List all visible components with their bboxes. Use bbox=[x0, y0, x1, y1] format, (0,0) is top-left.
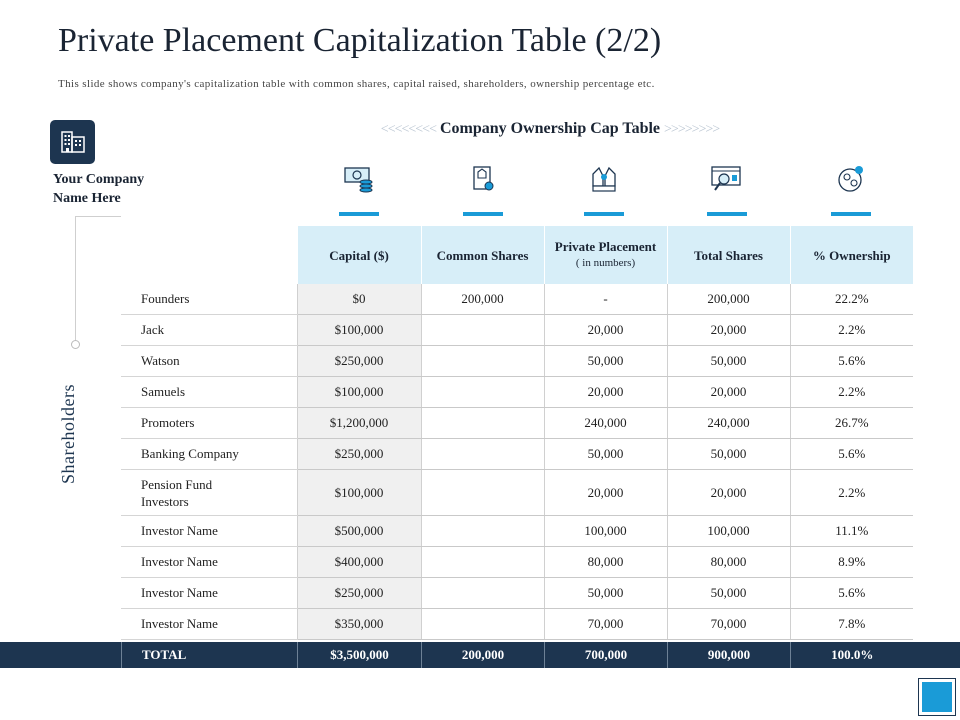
right-chevrons: >>>>>>>> bbox=[664, 122, 720, 137]
private-cell: 50,000 bbox=[544, 346, 667, 377]
total-accent-bar bbox=[707, 212, 747, 216]
ownership-cell: 26.7% bbox=[790, 408, 913, 439]
analytics-screen-icon bbox=[710, 164, 744, 198]
shareholder-name: Samuels bbox=[121, 377, 297, 408]
total-cell: 20,000 bbox=[667, 377, 790, 408]
company-logo bbox=[50, 120, 95, 164]
building-icon bbox=[59, 126, 87, 158]
common-accent-bar bbox=[463, 212, 503, 216]
ownership-cell: 2.2% bbox=[790, 377, 913, 408]
capital-cell: $100,000 bbox=[297, 377, 421, 408]
shareholder-name: Investor Name bbox=[121, 547, 297, 578]
common-cell bbox=[421, 315, 544, 346]
capital-icon-col bbox=[329, 164, 389, 216]
total-common: 200,000 bbox=[422, 642, 545, 668]
common-cell: 200,000 bbox=[421, 284, 544, 315]
capital-cell: $250,000 bbox=[297, 578, 421, 609]
common-cell bbox=[421, 408, 544, 439]
private-cell: 20,000 bbox=[544, 377, 667, 408]
ownership-cell: 2.2% bbox=[790, 470, 913, 516]
capital-cell: $100,000 bbox=[297, 315, 421, 346]
money-icon bbox=[342, 164, 376, 198]
table-row bbox=[121, 315, 913, 346]
connector-line bbox=[75, 216, 76, 344]
private-accent-bar bbox=[584, 212, 624, 216]
ownership-cell: 5.6% bbox=[790, 346, 913, 377]
total-capital: $3,500,000 bbox=[298, 642, 422, 668]
capital-cell: $350,000 bbox=[297, 609, 421, 640]
ownership-cell: 7.8% bbox=[790, 609, 913, 640]
total-label: TOTAL bbox=[122, 642, 298, 668]
private-cell: 50,000 bbox=[544, 578, 667, 609]
total-cell: 50,000 bbox=[667, 346, 790, 377]
cap-table-heading bbox=[340, 120, 760, 138]
corner-decoration-fill bbox=[922, 682, 952, 712]
handshake-icon bbox=[587, 164, 621, 198]
common-cell bbox=[421, 470, 544, 516]
capital-cell: $500,000 bbox=[297, 516, 421, 547]
table-row bbox=[121, 439, 913, 470]
ownership-cell: 8.9% bbox=[790, 547, 913, 578]
private-cell: 100,000 bbox=[544, 516, 667, 547]
table-row bbox=[121, 470, 913, 516]
table-row bbox=[121, 578, 913, 609]
ownership-cell: 5.6% bbox=[790, 439, 913, 470]
shareholder-name: Investor Name bbox=[121, 516, 297, 547]
header-row bbox=[121, 226, 913, 284]
cap-table-title: Company Ownership Cap Table bbox=[439, 120, 661, 137]
private-cell: 240,000 bbox=[544, 408, 667, 439]
col-header-common: Common Shares bbox=[421, 226, 544, 284]
total-cell: 200,000 bbox=[667, 284, 790, 315]
cap-table bbox=[121, 226, 913, 640]
table-row bbox=[121, 547, 913, 578]
common-icon-col bbox=[453, 164, 513, 216]
total-cell: 100,000 bbox=[667, 516, 790, 547]
total-cell: 20,000 bbox=[667, 470, 790, 516]
shareholder-name: Founders bbox=[121, 284, 297, 315]
total-icon-col bbox=[697, 164, 757, 216]
company-name-line2: Name Here bbox=[53, 191, 121, 206]
private-cell: 20,000 bbox=[544, 315, 667, 346]
ownership-chart-icon bbox=[835, 164, 867, 198]
col-header-private-sub: ( in numbers) bbox=[575, 257, 636, 269]
private-cell: 80,000 bbox=[544, 547, 667, 578]
col-header-capital: Capital ($) bbox=[297, 226, 421, 284]
shareholder-name: Pension Fund Investors bbox=[121, 470, 297, 516]
common-cell bbox=[421, 346, 544, 377]
table-row bbox=[121, 516, 913, 547]
table-row bbox=[121, 284, 913, 315]
total-cell: 70,000 bbox=[667, 609, 790, 640]
page-title: Private Placement Capitalization Table (2/2) bbox=[58, 22, 662, 59]
ownership-cell: 5.6% bbox=[790, 578, 913, 609]
capital-cell: $1,200,000 bbox=[297, 408, 421, 439]
shareholder-name: Jack bbox=[121, 315, 297, 346]
ownership-accent-bar bbox=[831, 212, 871, 216]
total-cell: 240,000 bbox=[667, 408, 790, 439]
col-header-total: Total Shares bbox=[667, 226, 790, 284]
private-cell: 50,000 bbox=[544, 439, 667, 470]
capital-cell: $250,000 bbox=[297, 439, 421, 470]
ownership-cell: 11.1% bbox=[790, 516, 913, 547]
table-row bbox=[121, 609, 913, 640]
shareholder-name: Banking Company bbox=[121, 439, 297, 470]
common-cell bbox=[421, 439, 544, 470]
corner-decoration bbox=[918, 678, 956, 716]
common-cell bbox=[421, 578, 544, 609]
shareholder-name: Investor Name bbox=[121, 609, 297, 640]
shareholders-label: Shareholders bbox=[58, 384, 78, 484]
ownership-cell: 22.2% bbox=[790, 284, 913, 315]
private-icon-col bbox=[574, 164, 634, 216]
private-cell: - bbox=[544, 284, 667, 315]
left-chevrons: <<<<<<<< bbox=[380, 122, 436, 137]
table-row bbox=[121, 408, 913, 439]
private-cell: 20,000 bbox=[544, 470, 667, 516]
page-subtitle: This slide shows company's capitalization table with common shares, capital raised, shareholders, ownership percentage etc. bbox=[58, 78, 655, 90]
connector-dot bbox=[71, 340, 80, 349]
table-row bbox=[121, 346, 913, 377]
private-cell: 70,000 bbox=[544, 609, 667, 640]
total-cell: 50,000 bbox=[667, 439, 790, 470]
capital-cell: $400,000 bbox=[297, 547, 421, 578]
total-cell: 20,000 bbox=[667, 315, 790, 346]
shareholder-name: Watson bbox=[121, 346, 297, 377]
shareholder-name: Investor Name bbox=[121, 578, 297, 609]
header-shareholder-blank bbox=[121, 226, 297, 284]
common-cell bbox=[421, 377, 544, 408]
common-cell bbox=[421, 516, 544, 547]
capital-cell: $100,000 bbox=[297, 470, 421, 516]
capital-cell: $0 bbox=[297, 284, 421, 315]
ownership-cell: 2.2% bbox=[790, 315, 913, 346]
total-row bbox=[121, 642, 914, 668]
ownership-icon-col bbox=[821, 164, 881, 216]
total-private: 700,000 bbox=[545, 642, 668, 668]
company-name-line1: Your Company bbox=[53, 172, 145, 187]
common-cell bbox=[421, 609, 544, 640]
common-cell bbox=[421, 547, 544, 578]
col-header-private: Private Placement ( in numbers) bbox=[544, 226, 667, 284]
total-cell: 50,000 bbox=[667, 578, 790, 609]
total-cell: 80,000 bbox=[667, 547, 790, 578]
capital-cell: $250,000 bbox=[297, 346, 421, 377]
table-row bbox=[121, 377, 913, 408]
company-name bbox=[53, 170, 144, 208]
shareholder-name: Promoters bbox=[121, 408, 297, 439]
total-total-shares: 900,000 bbox=[668, 642, 791, 668]
total-ownership: 100.0% bbox=[791, 642, 914, 668]
col-header-ownership: % Ownership bbox=[790, 226, 913, 284]
capital-accent-bar bbox=[339, 212, 379, 216]
connector-branch bbox=[75, 216, 121, 217]
document-stamp-icon bbox=[468, 164, 498, 198]
